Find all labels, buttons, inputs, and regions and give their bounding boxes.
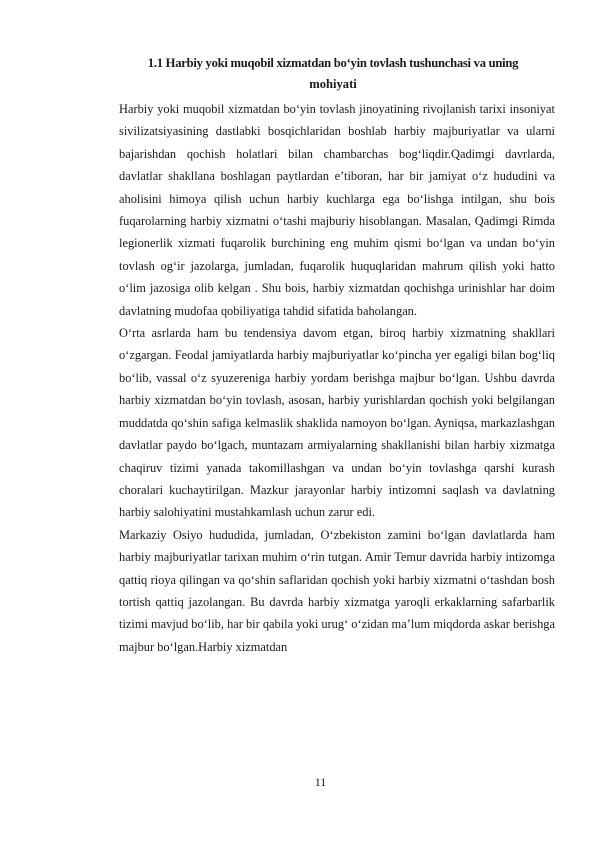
paragraph-1 (119, 98, 555, 322)
paragraph-text: Markaziy Osiyo hududida, jumladan, O‘zbekiston zamini bo‘lgan davlatlarda ham harbiy majburiyatlar tarixan muhim o‘rin tutgan. Amir Temur davrida harbiy intizomga qattiq rioya qilingan va qo‘shin saflaridan qochish yoki harbiy xizmatni o‘tashdan bosh tortish qattiq jazolangan. Bu davrda harbiy xizmatga yaroqli erkaklarning safarbarlik tizimi mavjud bo‘lib, har bir qabila yoki urug‘ o‘zidan ma’lum miqdorda askar berishga majbur bo‘lgan.Harbiy xizmatdan (119, 527, 555, 654)
body-text (119, 98, 555, 658)
section-heading (114, 53, 552, 95)
paragraph-text: Harbiy yoki muqobil xizmatdan bo‘yin tovlash jinoyatining rivojlanish tarixi insoniyat sivilizatsiyasining dastlabki bosqichlaridan boshlab harbiy majburiyatlar va ularni bajarishdan qochish holatlari bilan chambarchas bog‘liqdir.Qadimgi davrlarda, davlatlar shakllana boshlagan paytlardan e’tiboran, har bir jamiyat o‘z hududini va aholisini himoya qilish uchun harbiy kuchlarga ega bo‘lishga intilgan, shu bois fuqarolarning harbiy xizmatni o‘tashi majburiy hisoblangan. Masalan, Qadimgi Rimda legionerlik xizmati fuqarolik burchining eng muhim qismi bo‘lgan va undan bo‘yin tovlash og‘ir jazolarga, jumladan, fuqarolik huquqlaridan mahrum qilish yoki hatto o‘lim jazosiga olib kelgan . Shu bois, harbiy xizmatdan qochishga urinishlar har doim davlatning mudofaa qobiliyatiga tahdid sifatida baholangan. (119, 102, 555, 318)
section-heading-line-1: 1.1 Harbiy yoki muqobil xizmatdan bo‘yin tovlash tushunchasi va uning (147, 56, 519, 70)
page-number: 11 (314, 775, 327, 789)
paragraph-2 (119, 322, 555, 524)
paragraph-3 (119, 524, 555, 658)
paragraph-text: O‘rta asrlarda ham bu tendensiya davom etgan, biroq harbiy xizmatning shakllari o‘zgargan. Feodal jamiyatlarda harbiy majburiyatlar ko‘pincha yer egaligi bilan bog‘liq bo‘lib, vassal o‘z syuzereniga harbiy yordam berishga majbur bo‘lgan. Ushbu davrda harbiy xizmatdan bo‘yin tovlash, asosan, harbiy yurishlardan qochish yoki belgilangan muddatda qo‘shin safiga kelmaslik shaklida namoyon bo‘lgan. Ayniqsa, markazlashgan davlatlar paydo bo‘lgach, muntazam armiyalarning shakllanishi bilan harbiy xizmatga chaqiruv tizimi yanada takomillashgan va undan bo‘yin tovlashga qarshi kurash choralari kuchaytirilgan. Mazkur jarayonlar harbiy intizomni saqlash va davlatning harbiy salohiyatini mustahkamlash uchun zarur edi. (119, 326, 555, 520)
section-heading-line-2: mohiyati (309, 77, 357, 91)
